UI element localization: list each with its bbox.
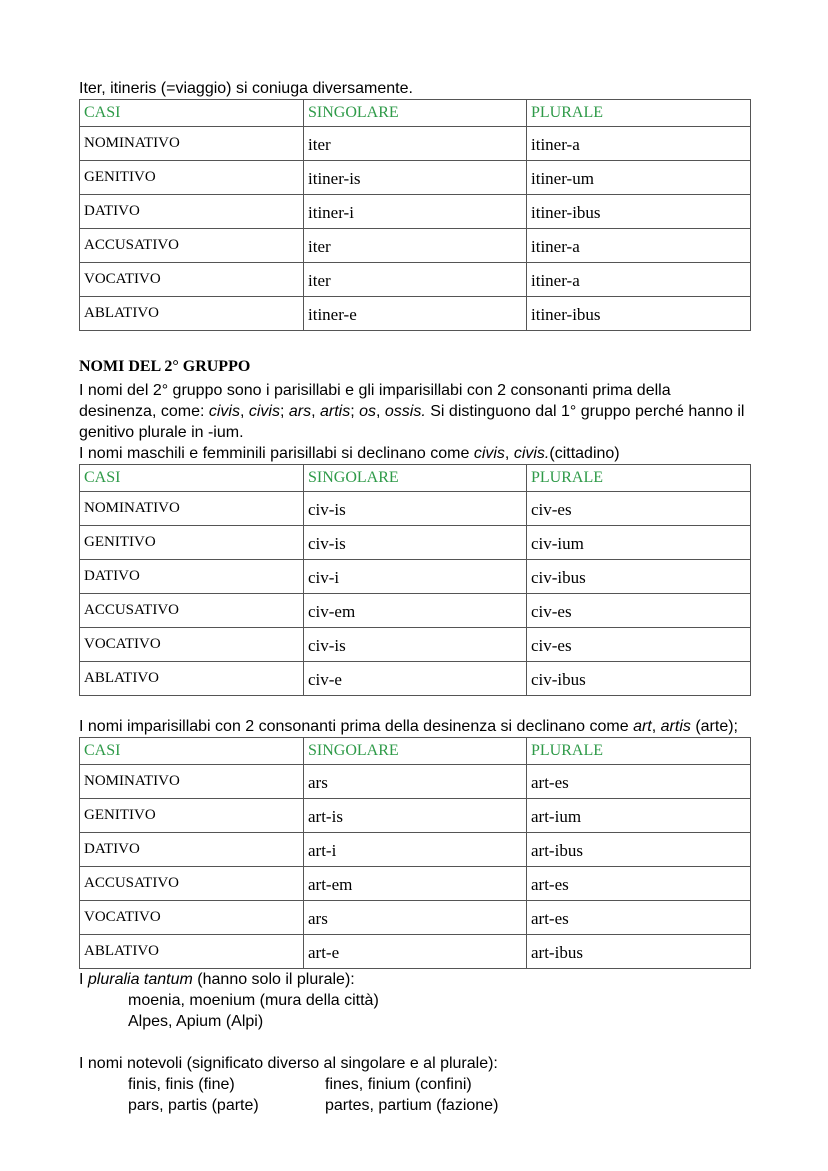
case-cell: VOCATIVO [80,628,304,662]
plural-form: partes, partium (fazione) [325,1097,499,1114]
singular-cell: itiner-i [304,195,527,229]
table-row [80,492,751,526]
plural-cell: art-es [527,901,751,935]
notevoli-row [79,1095,751,1116]
singular-cell: itiner-e [304,297,527,331]
plural-cell: art-ibus [527,833,751,867]
plural-cell: art-es [527,867,751,901]
case-cell: ABLATIVO [80,297,304,331]
singular-cell: art-e [304,935,527,969]
singular-cell: itiner-is [304,161,527,195]
table-row [80,297,751,331]
text: ; [350,403,360,420]
emphasis: artis [319,403,351,420]
emphasis: art [633,718,652,735]
header-singolare: SINGOLARE [304,100,527,127]
table-row [80,799,751,833]
singular-cell: civ-em [304,594,527,628]
header-plurale: PLURALE [527,465,751,492]
singular-cell: art-em [304,867,527,901]
singular-cell: iter [304,127,527,161]
plural-cell: art-ium [527,799,751,833]
plural-cell: itiner-a [527,229,751,263]
text: , [239,403,249,420]
text: I nomi del 2° gruppo sono i parisillabi e gli imparisillabi con 2 consonanti prima della desinenza, come: [79,382,671,420]
plural-cell: itiner-a [527,127,751,161]
text: , [311,403,320,420]
singular-cell: iter [304,263,527,297]
pluralia-item: Alpes, Apium (Alpi) [128,1013,264,1030]
plural-cell: itiner-um [527,161,751,195]
case-cell: ACCUSATIVO [80,594,304,628]
table-header-row [80,465,751,492]
table-row [80,229,751,263]
table-row [80,867,751,901]
singular-cell: civ-is [304,492,527,526]
case-cell: NOMINATIVO [80,765,304,799]
text: (cittadino) [549,445,620,462]
table-row [80,594,751,628]
case-cell: GENITIVO [80,161,304,195]
plural-cell: itiner-ibus [527,297,751,331]
text: I nomi maschili e femminili parisillabi si declinano come [79,445,474,462]
case-cell: NOMINATIVO [80,492,304,526]
header-casi: CASI [80,465,304,492]
plural-cell: art-ibus [527,935,751,969]
plural-cell: civ-ium [527,526,751,560]
singular-cell: civ-is [304,526,527,560]
singular-form: finis, finis (fine) [128,1076,235,1093]
singular-form: pars, partis (parte) [128,1097,259,1114]
table-row [80,127,751,161]
emphasis: ossis. [384,403,426,420]
table-row [80,560,751,594]
paragraph-group2 [79,380,751,443]
table-row [80,935,751,969]
case-cell: ACCUSATIVO [80,867,304,901]
emphasis: civis [208,403,240,420]
case-cell: GENITIVO [80,799,304,833]
plural-cell: civ-es [527,594,751,628]
table-row [80,526,751,560]
text: Si distinguono dal 1° gruppo perché hanno il genitivo plurale in -ium. [79,403,745,441]
text: I nomi imparisillabi con 2 consonanti prima della desinenza si declinano come [79,718,634,735]
singular-cell: art-i [304,833,527,867]
emphasis: civis. [513,445,550,462]
plural-cell: civ-es [527,628,751,662]
singular-cell: iter [304,229,527,263]
table-row [80,628,751,662]
singular-cell: ars [304,901,527,935]
pluralia-item: moenia, moenium (mura della città) [128,992,379,1009]
table-row [80,765,751,799]
emphasis: ars [288,403,312,420]
emphasis: civis [473,445,505,462]
paragraph-pluralia [79,969,751,990]
table-header-row [80,738,751,765]
singular-cell: civ-i [304,560,527,594]
emphasis: pluralia tantum [87,971,193,988]
plural-cell: civ-es [527,492,751,526]
header-plurale: PLURALE [527,100,751,127]
table-ars [79,737,751,969]
text: , [504,445,514,462]
case-cell: NOMINATIVO [80,127,304,161]
paragraph-notevoli: I nomi notevoli (significato diverso al singolare e al plurale): [79,1055,498,1072]
header-plurale: PLURALE [527,738,751,765]
table-row [80,195,751,229]
singular-cell: art-is [304,799,527,833]
text: I [79,971,88,988]
case-cell: DATIVO [80,560,304,594]
table-row [80,662,751,696]
table-header-row [80,100,751,127]
intro-iter: Iter, itineris (=viaggio) si coniuga diversamente. [79,80,413,97]
table-row [80,263,751,297]
plural-form: fines, finium (confini) [325,1076,472,1093]
text: ; [279,403,289,420]
header-singolare: SINGOLARE [304,738,527,765]
section-title: NOMI DEL 2° GRUPPO [79,358,251,375]
plural-cell: itiner-ibus [527,195,751,229]
table-row [80,901,751,935]
text: , [651,718,661,735]
header-casi: CASI [80,100,304,127]
plural-cell: civ-ibus [527,560,751,594]
case-cell: GENITIVO [80,526,304,560]
emphasis: artis [660,718,691,735]
plural-cell: civ-ibus [527,662,751,696]
notevoli-row [79,1074,751,1095]
case-cell: DATIVO [80,195,304,229]
case-cell: ABLATIVO [80,662,304,696]
text: , [376,403,385,420]
header-singolare: SINGOLARE [304,465,527,492]
text: (hanno solo il plurale): [192,971,355,988]
plural-cell: art-es [527,765,751,799]
case-cell: DATIVO [80,833,304,867]
table-iter [79,99,751,331]
table-row [80,833,751,867]
case-cell: VOCATIVO [80,263,304,297]
case-cell: VOCATIVO [80,901,304,935]
singular-cell: ars [304,765,527,799]
case-cell: ABLATIVO [80,935,304,969]
document-page [79,78,751,1116]
emphasis: os [359,403,377,420]
paragraph-civis [79,443,751,464]
emphasis: civis [248,403,280,420]
table-civis [79,464,751,696]
table-row [80,161,751,195]
paragraph-ars [79,716,751,737]
singular-cell: civ-is [304,628,527,662]
text: (arte); [690,718,738,735]
plural-cell: itiner-a [527,263,751,297]
case-cell: ACCUSATIVO [80,229,304,263]
header-casi: CASI [80,738,304,765]
singular-cell: civ-e [304,662,527,696]
